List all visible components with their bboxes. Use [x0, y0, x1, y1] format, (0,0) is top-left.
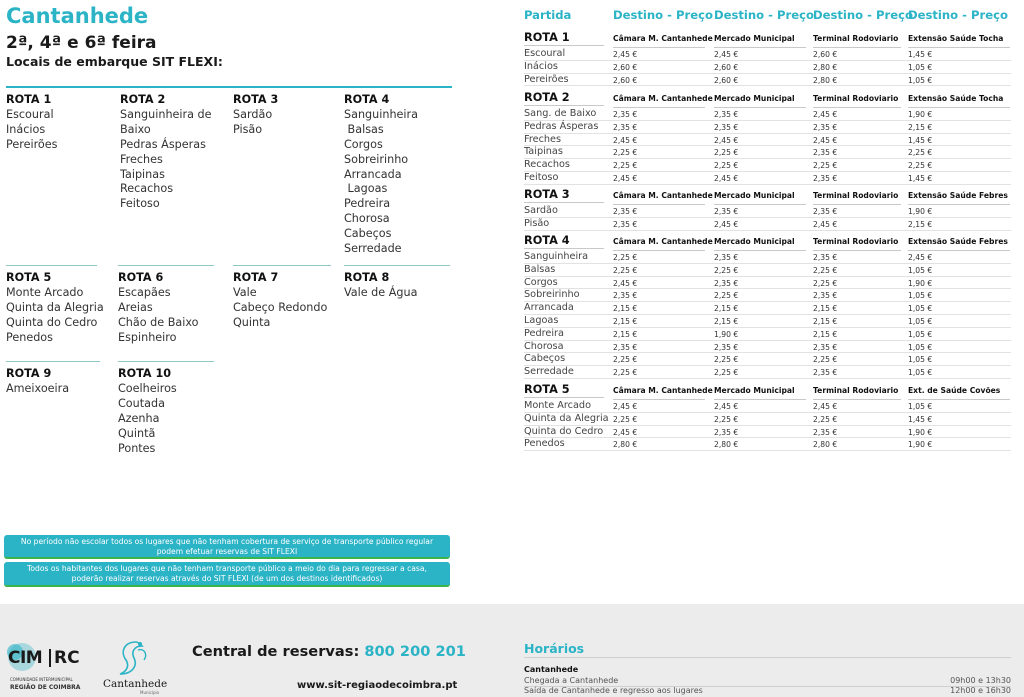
price-cell: 2,35 €: [813, 174, 838, 183]
route-1: [6, 93, 58, 153]
route-stop: Recachos: [120, 182, 174, 196]
divider: [524, 45, 604, 46]
price-cell: 2,35 €: [714, 207, 739, 216]
table-row: [524, 413, 1011, 426]
route-stop: Pedras Ásperas: [120, 137, 206, 151]
price-cell: 2,25 €: [714, 148, 739, 158]
price-cell: 2,35 €: [813, 207, 838, 216]
cantanhede-logo-sub: Município: [140, 690, 160, 695]
price-cell: 1,05 €: [908, 304, 933, 314]
route-stop: Azenha: [118, 411, 160, 425]
price-cell: 2,15 €: [714, 304, 739, 314]
route-stop: Pontes: [118, 441, 156, 455]
horarios-row: [524, 686, 1011, 697]
divider: [233, 265, 331, 266]
route-stop: Balsas: [344, 122, 384, 136]
price-cell: 1,90 €: [908, 207, 933, 216]
destination-header: Extensão Saúde Tocha: [908, 94, 1004, 103]
route-stop: Baixo: [120, 122, 151, 136]
departure-location: Sanguinheira: [524, 251, 589, 262]
departure-location: Inácios: [524, 60, 558, 72]
route-stop: Quintã: [118, 426, 156, 440]
price-cell: 2,25 €: [908, 148, 933, 158]
destination-header: Câmara M. Cantanhede: [613, 191, 713, 200]
route-block-name: ROTA 2: [524, 91, 570, 104]
divider: [6, 265, 97, 266]
destination-header: Terminal Rodoviario: [813, 34, 899, 43]
price-cell: 2,35 €: [613, 122, 638, 132]
central-reservas: [192, 643, 466, 660]
departure-location: Cabeços: [524, 353, 566, 365]
price-cell: 2,45 €: [714, 174, 739, 183]
departure-location: Balsas: [524, 263, 556, 275]
price-cell: 2,35 €: [613, 110, 638, 119]
destination-header: Câmara M. Cantanhede: [613, 237, 713, 246]
table-row: [524, 315, 1011, 328]
price-cell: 2,15 €: [813, 304, 838, 314]
route-name: ROTA 1: [6, 93, 52, 106]
cim-rc-logo: [4, 640, 80, 696]
table-row: [524, 159, 1011, 172]
price-cell: 2,45 €: [813, 135, 838, 145]
destination-header: Terminal Rodoviario: [813, 237, 899, 246]
divider: [6, 361, 100, 362]
table-row: [524, 251, 1011, 264]
departure-location: Lagoas: [524, 315, 559, 326]
price-cell: 2,80 €: [813, 75, 838, 85]
departure-location: Quinta da Alegria: [524, 412, 609, 424]
page-title: Cantanhede: [6, 4, 149, 28]
horarios-row-time: 12h00 e 16h30: [950, 686, 1011, 695]
horarios-location: Cantanhede: [524, 665, 579, 674]
cantanhede-logo-text: Cantanhede: [103, 678, 168, 690]
price-cell: 2,80 €: [813, 440, 838, 450]
service-days: 2ª, 4ª e 6ª feira: [6, 33, 157, 53]
route-stop: Corgos: [344, 137, 383, 151]
price-cell: 2,15 €: [613, 329, 638, 339]
destination-header: Mercado Municipal: [714, 386, 795, 395]
route-stop: Inácios: [6, 122, 46, 136]
price-cell: 2,35 €: [714, 278, 739, 288]
notice-midday-return: Todos os habitantes dos lugares que não tenham transporte público a meio do dia para regressar a casa, poderão realizar reservas através do SIT FLEXI (de um dos destinos identificados): [4, 562, 450, 587]
route-stop: Vale: [233, 285, 257, 299]
price-cell: 2,25 €: [813, 161, 838, 171]
price-cell: 2,25 €: [714, 161, 739, 171]
table-row: [524, 108, 1011, 121]
notice-school-holidays: No período não escolar todos os lugares que não tenham cobertura de serviço de transporte público regular podem efetuar reservas de SIT FLEXI: [4, 535, 450, 559]
price-cell: 2,80 €: [813, 62, 838, 72]
route-name: ROTA 10: [118, 367, 172, 380]
route-stop: Taipinas: [120, 167, 165, 181]
route-7: [233, 271, 327, 331]
rc-logo-text: RC: [54, 648, 80, 668]
horarios-title: Horários: [524, 641, 585, 656]
divider: [524, 450, 1011, 451]
price-cell: 1,45 €: [908, 135, 933, 145]
boarding-locations-heading: Locais de embarque SIT FLEXI:: [6, 54, 223, 69]
route-stop: Sanguinheira: [344, 107, 418, 121]
route-10: [118, 367, 177, 456]
price-cell: 2,60 €: [714, 62, 739, 72]
price-cell: 1,05 €: [908, 402, 933, 411]
route-3: [233, 93, 278, 138]
departure-location: Pereirões: [524, 73, 569, 85]
route-stop: Chão de Baixo: [118, 315, 199, 329]
price-cell: 2,35 €: [813, 253, 838, 262]
table-row: [524, 438, 1011, 451]
destination-header: Mercado Municipal: [714, 94, 795, 103]
horarios-row-time: 09h00 e 13h30: [950, 676, 1011, 685]
price-cell: 2,45 €: [714, 219, 739, 229]
route-stop: Pereirões: [6, 137, 58, 151]
route-5: [6, 271, 104, 346]
departure-location: Quinta do Cedro: [524, 425, 604, 437]
divider: [524, 202, 604, 203]
departure-location: Pisão: [524, 217, 550, 229]
destination-header: Terminal Rodoviario: [813, 191, 899, 200]
route-block-name: ROTA 3: [524, 188, 570, 201]
route-stop: Escapães: [118, 285, 171, 299]
destination-header: Ext. de Saúde Covões: [908, 386, 1001, 395]
table-header-cell: Destino - Preço: [908, 8, 1008, 22]
route-stop: Sobreirinho: [344, 152, 409, 166]
price-cell: 2,35 €: [714, 122, 739, 132]
departure-location: Feitoso: [524, 172, 559, 183]
price-cell: 2,45 €: [613, 427, 638, 437]
route-stop: Sanguinheira de: [120, 107, 212, 121]
route-stop: Vale de Água: [344, 285, 418, 299]
route-stop: Cabeço Redondo: [233, 300, 328, 314]
table-header-cell: Destino - Preço: [613, 8, 713, 22]
price-cell: 1,90 €: [908, 110, 933, 119]
route-name: ROTA 6: [118, 271, 164, 284]
route-stop: Lagoas: [344, 182, 388, 196]
route-block-name: ROTA 1: [524, 31, 570, 44]
price-cell: 2,60 €: [813, 50, 838, 59]
route-stop: Serredade: [344, 242, 402, 256]
route-stop: Freches: [120, 152, 163, 166]
route-stop: Feitoso: [120, 197, 160, 211]
price-cell: 2,45 €: [613, 50, 638, 59]
destination-header: Terminal Rodoviario: [813, 386, 899, 395]
price-cell: 2,35 €: [714, 110, 739, 119]
price-cell: 2,60 €: [613, 62, 638, 72]
route-name: ROTA 8: [344, 271, 390, 284]
destination-header: Extensão Saúde Febres: [908, 191, 1008, 200]
price-cell: 2,25 €: [714, 291, 739, 301]
departure-location: Sobreirinho: [524, 289, 580, 301]
price-cell: 2,25 €: [714, 368, 739, 378]
table-header-cell: Partida: [524, 8, 572, 22]
price-cell: 1,05 €: [908, 317, 933, 326]
price-cell: 1,05 €: [908, 368, 933, 378]
price-cell: 2,45 €: [613, 402, 638, 411]
price-cell: 2,25 €: [714, 355, 739, 365]
price-cell: 2,35 €: [714, 253, 739, 262]
table-row: [524, 134, 1011, 147]
price-cell: 2,25 €: [613, 355, 638, 365]
table-row: [524, 353, 1011, 366]
table-row: [524, 366, 1011, 379]
route-stop: Chorosa: [344, 212, 390, 226]
route-stop: Cabeços: [344, 227, 392, 241]
price-cell: 2,60 €: [613, 75, 638, 85]
table-row: [524, 146, 1011, 159]
table-row: [524, 264, 1011, 277]
departure-location: Sardão: [524, 205, 558, 216]
route-stop: Areias: [118, 300, 153, 314]
route-stop: Monte Arcado: [6, 285, 84, 299]
route-9: [6, 367, 69, 397]
route-2: [120, 93, 212, 212]
route-block-name: ROTA 4: [524, 234, 570, 247]
table-row: [524, 172, 1011, 185]
cantanhede-logo-graphic: [100, 638, 170, 678]
divider: [524, 248, 604, 249]
price-cell: 2,25 €: [813, 414, 838, 424]
table-row: [524, 61, 1011, 74]
route-stop: Ameixoeira: [6, 381, 70, 395]
price-cell: 2,45 €: [908, 253, 933, 262]
destination-header: Câmara M. Cantanhede: [613, 386, 713, 395]
price-cell: 2,45 €: [613, 174, 638, 183]
price-cell: 2,45 €: [613, 135, 638, 145]
cim-logo-subtitle: COMUNIDADE INTERMUNICIPAL: [10, 677, 73, 682]
table-row: [524, 341, 1011, 354]
route-stop: Sardão: [233, 107, 273, 121]
route-name: ROTA 4: [344, 93, 390, 106]
departure-location: Arrancada: [524, 302, 574, 314]
route-name: ROTA 3: [233, 93, 279, 106]
departure-location: Sang. de Baixo: [524, 108, 597, 119]
departure-location: Freches: [524, 133, 562, 145]
price-cell: 2,45 €: [714, 135, 739, 145]
divider: [344, 265, 450, 266]
route-stop: Quinta da Alegria: [6, 300, 104, 314]
horarios-row-label: Saída de Cantanhede e regresso aos lugares: [524, 686, 703, 695]
table-header-cell: Destino - Preço: [813, 8, 913, 22]
route-stop: Pisão: [233, 122, 263, 136]
price-cell: 2,35 €: [613, 342, 638, 352]
destination-header: Mercado Municipal: [714, 191, 795, 200]
divider: [524, 378, 1011, 379]
departure-location: Escoural: [524, 48, 566, 59]
price-cell: 1,05 €: [908, 291, 933, 301]
price-cell: 2,35 €: [613, 291, 638, 301]
table-row: [524, 302, 1011, 315]
logo-divider: [49, 649, 51, 667]
departure-location: Chorosa: [524, 340, 564, 352]
price-cell: 2,25 €: [613, 265, 638, 275]
destination-header: Extensão Saúde Febres: [908, 237, 1008, 246]
departure-location: Taipinas: [524, 146, 563, 158]
price-cell: 2,25 €: [908, 161, 933, 171]
route-stop: Escoural: [6, 107, 54, 121]
price-cell: 1,45 €: [908, 50, 933, 59]
price-cell: 2,15 €: [813, 329, 838, 339]
table-row: [524, 426, 1011, 439]
price-cell: 2,35 €: [813, 427, 838, 437]
price-cell: 1,05 €: [908, 75, 933, 85]
price-cell: 2,25 €: [714, 265, 739, 275]
route-4: [344, 93, 418, 257]
departure-location: Recachos: [524, 159, 570, 171]
route-name: ROTA 9: [6, 367, 52, 380]
price-cell: 1,05 €: [908, 62, 933, 72]
table-row: [524, 277, 1011, 290]
route-stop: Coelheiros: [118, 381, 177, 395]
price-cell: 2,15 €: [908, 122, 933, 132]
price-cell: 2,80 €: [613, 440, 638, 450]
price-cell: 2,25 €: [714, 414, 739, 424]
departure-location: Pedreira: [524, 327, 564, 339]
routes-top-rule: [6, 86, 452, 88]
route-stop: Arrancada: [344, 167, 402, 181]
departure-location: Corgos: [524, 276, 558, 288]
departure-location: Pedras Ásperas: [524, 120, 599, 132]
price-cell: 2,15 €: [613, 304, 638, 314]
route-8: [344, 271, 417, 301]
departure-location: Penedos: [524, 438, 565, 450]
destination-header: Câmara M. Cantanhede: [613, 34, 713, 43]
price-cell: 1,05 €: [908, 355, 933, 365]
table-row: [524, 48, 1011, 61]
table-row: [524, 121, 1011, 134]
route-stop: Espinheiro: [118, 330, 177, 344]
divider: [524, 657, 1011, 658]
price-cell: 1,90 €: [908, 440, 933, 450]
divider: [524, 105, 604, 106]
price-cell: 2,15 €: [613, 317, 638, 326]
divider: [118, 265, 214, 266]
price-cell: 2,35 €: [813, 148, 838, 158]
price-cell: 2,45 €: [813, 110, 838, 119]
price-cell: 2,25 €: [813, 355, 838, 365]
price-cell: 2,35 €: [813, 342, 838, 352]
table-row: [524, 74, 1011, 87]
price-cell: 1,05 €: [908, 329, 933, 339]
price-cell: 1,45 €: [908, 414, 933, 424]
divider: [524, 230, 1011, 231]
price-cell: 2,35 €: [613, 207, 638, 216]
price-cell: 2,45 €: [813, 219, 838, 229]
table-row: [524, 205, 1011, 218]
price-cell: 2,45 €: [714, 402, 739, 411]
price-cell: 2,25 €: [613, 253, 638, 262]
reservation-phone-link[interactable]: 800 200 201: [364, 643, 466, 660]
route-name: ROTA 5: [6, 271, 52, 284]
table-row: [524, 328, 1011, 341]
route-stop: Quinta: [233, 315, 271, 329]
route-stop: Pedreira: [344, 197, 391, 211]
price-cell: 2,35 €: [813, 291, 838, 301]
route-stop: Coutada: [118, 396, 165, 410]
price-cell: 2,45 €: [613, 278, 638, 288]
price-cell: 2,15 €: [714, 317, 739, 326]
price-cell: 1,90 €: [908, 427, 933, 437]
cim-logo-region: REGIÃO DE COIMBRA: [10, 684, 81, 691]
price-cell: 1,90 €: [714, 329, 739, 339]
price-cell: 2,35 €: [714, 342, 739, 352]
divider: [524, 184, 1011, 185]
route-name: ROTA 2: [120, 93, 166, 106]
divider: [118, 361, 214, 362]
destination-header: Terminal Rodoviario: [813, 94, 899, 103]
table-row: [524, 400, 1011, 413]
route-6: [118, 271, 198, 346]
price-cell: 2,25 €: [613, 161, 638, 171]
route-stop: Quinta do Cedro: [6, 315, 98, 329]
departure-location: Serredade: [524, 366, 574, 378]
table-row: [524, 218, 1011, 231]
route-stop: Penedos: [6, 330, 53, 344]
price-cell: 2,25 €: [613, 148, 638, 158]
price-cell: 2,15 €: [908, 219, 933, 229]
price-cell: 2,25 €: [613, 368, 638, 378]
destination-header: Extensão Saúde Tocha: [908, 34, 1004, 43]
price-cell: 2,25 €: [613, 414, 638, 424]
price-cell: 2,25 €: [813, 265, 838, 275]
price-cell: 2,35 €: [813, 122, 838, 132]
price-cell: 2,35 €: [613, 219, 638, 229]
website-link[interactable]: www.sit-regiaodecoimbra.pt: [297, 680, 458, 691]
divider: [524, 85, 1011, 86]
table-header-cell: Destino - Preço: [714, 8, 814, 22]
price-cell: 2,45 €: [813, 402, 838, 411]
price-cell: 2,35 €: [813, 368, 838, 378]
price-cell: 2,45 €: [714, 50, 739, 59]
destination-header: Mercado Municipal: [714, 34, 795, 43]
price-cell: 1,45 €: [908, 174, 933, 183]
divider: [524, 397, 604, 398]
price-cell: 2,25 €: [813, 278, 838, 288]
price-cell: 2,15 €: [813, 317, 838, 326]
price-cell: 1,05 €: [908, 342, 933, 352]
destination-header: Câmara M. Cantanhede: [613, 94, 713, 103]
horarios-row-label: Chegada a Cantanhede: [524, 676, 619, 685]
destination-header: Mercado Municipal: [714, 237, 795, 246]
table-row: [524, 289, 1011, 302]
price-cell: 2,35 €: [714, 427, 739, 437]
cantanhede-logo: [100, 638, 170, 696]
price-cell: 1,05 €: [908, 265, 933, 275]
price-cell: 1,90 €: [908, 278, 933, 288]
route-name: ROTA 7: [233, 271, 279, 284]
route-block-name: ROTA 5: [524, 383, 570, 396]
price-cell: 2,80 €: [714, 440, 739, 450]
departure-location: Monte Arcado: [524, 400, 591, 411]
price-cell: 2,60 €: [714, 75, 739, 85]
central-label: Central de reservas:: [192, 643, 365, 660]
cim-logo-text: CIM: [8, 648, 43, 668]
